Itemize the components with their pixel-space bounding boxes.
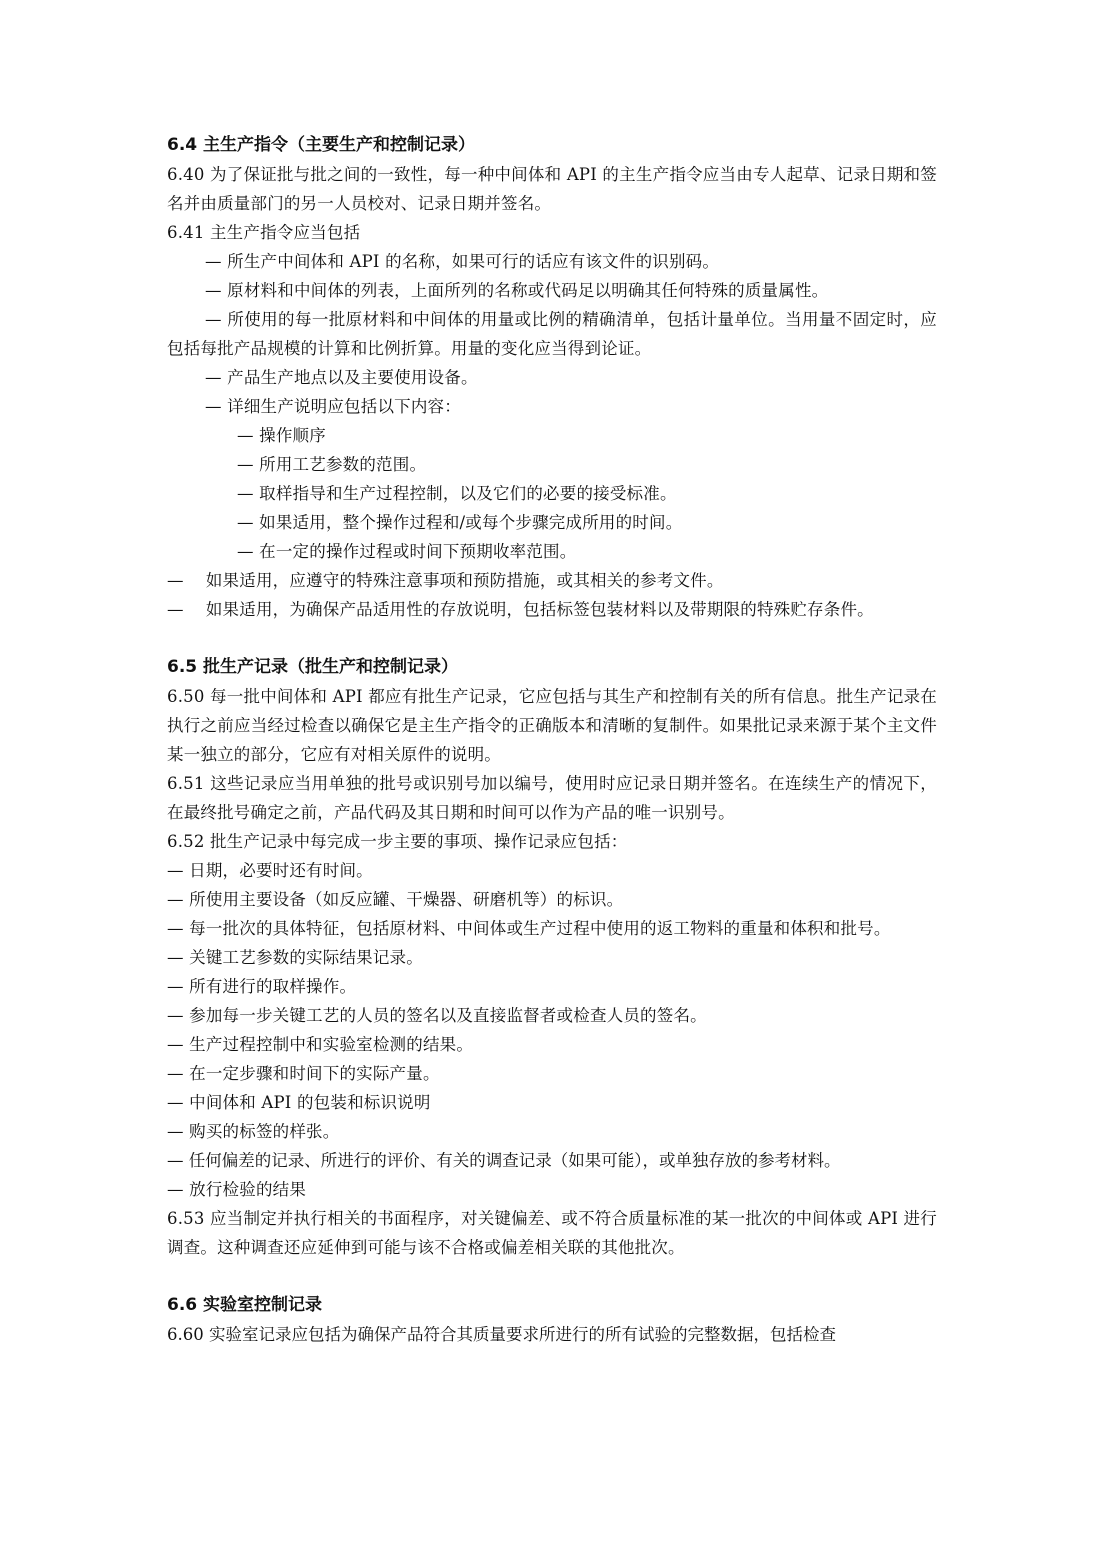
- paragraph-6-52: 6.52 批生产记录中每完成一步主要的事项、操作记录应包括：: [167, 832, 628, 851]
- list-item: — 详细生产说明应包括以下内容：: [205, 397, 461, 416]
- sub-list-item: — 所用工艺参数的范围。: [237, 455, 427, 474]
- sub-list-item: — 取样指导和生产过程控制，以及它们的必要的接受标准。: [237, 484, 677, 503]
- list-item: — 购买的标签的样张。: [167, 1122, 340, 1141]
- list-item: — 如果适用，为确保产品适用性的存放说明，包括标签包装材料以及带期限的特殊贮存条件。: [167, 600, 874, 619]
- sub-list-item: — 在一定的操作过程或时间下预期收率范围。: [237, 542, 577, 561]
- section-heading-6-4: 6.4 主生产指令（主要生产和控制记录）: [167, 135, 476, 155]
- list-item: — 所有进行的取样操作。: [167, 977, 357, 996]
- list-item: — 生产过程控制中和实验室检测的结果。: [167, 1035, 474, 1054]
- list-item: — 所使用主要设备（如反应罐、干燥器、研磨机等）的标识。: [167, 890, 624, 909]
- list-item: — 任何偏差的记录、所进行的评价、有关的调查记录（如果可能），或单独存放的参考材料。: [167, 1151, 841, 1170]
- document-page: [167, 131, 937, 1349]
- section-spacer: [167, 1262, 937, 1291]
- list-item: — 每一批次的具体特征，包括原材料、中间体或生产过程中使用的返工物料的重量和体积和批号。: [167, 919, 891, 938]
- list-item: — 所生产中间体和 API 的名称，如果可行的话应有该文件的识别码。: [205, 252, 720, 271]
- list-item: — 关键工艺参数的实际结果记录。: [167, 948, 423, 967]
- list-item: — 放行检验的结果: [167, 1180, 307, 1199]
- sub-list-item: — 如果适用，整个操作过程和/或每个步骤完成所用的时间。: [237, 513, 683, 532]
- paragraph-6-50: 6.50 每一批中间体和 API 都应有批生产记录，它应包括与其生产和控制有关的所有信息。批生产记录在执行之前应当经过检查以确保它是主生产指令的正确版本和清晰的复制件。如果批记录来源于某个主文件某一独立的部分，它应有对相关原件的说明。: [167, 687, 937, 764]
- list-item: — 产品生产地点以及主要使用设备。: [205, 368, 478, 387]
- section-spacer: [167, 624, 937, 653]
- list-item: — 日期，必要时还有时间。: [167, 861, 373, 880]
- list-item: — 所使用的每一批原材料和中间体的用量或比例的精确清单，包括计量单位。当用量不固定时，应包括每批产品规模的计算和比例折算。用量的变化应当得到论证。: [167, 310, 937, 358]
- paragraph-6-51: 6.51 这些记录应当用单独的批号或识别号加以编号，使用时应记录日期并签名。在连续生产的情况下，在最终批号确定之前，产品代码及其日期和时间可以作为产品的唯一识别号。: [167, 774, 937, 822]
- list-item: — 中间体和 API 的包装和标识说明: [167, 1093, 431, 1112]
- paragraph-6-60: 6.60 实验室记录应包括为确保产品符合其质量要求所进行的所有试验的完整数据，包括检查: [167, 1325, 836, 1344]
- paragraph-6-53: 6.53 应当制定并执行相关的书面程序，对关键偏差、或不符合质量标准的某一批次的中间体或 API 进行调查。这种调查还应延伸到可能与该不合格或偏差相关联的其他批次。: [167, 1209, 937, 1257]
- list-item: — 在一定步骤和时间下的实际产量。: [167, 1064, 440, 1083]
- list-item: — 如果适用，应遵守的特殊注意事项和预防措施，或其相关的参考文件。: [167, 571, 724, 590]
- paragraph-6-41: 6.41 主生产指令应当包括: [167, 223, 361, 242]
- section-heading-6-5: 6.5 批生产记录（批生产和控制记录）: [167, 657, 459, 677]
- list-item: — 原材料和中间体的列表，上面所列的名称或代码足以明确其任何特殊的质量属性。: [205, 281, 829, 300]
- sub-list-item: — 操作顺序: [237, 426, 326, 445]
- section-heading-6-6: 6.6 实验室控制记录: [167, 1295, 323, 1315]
- list-item: — 参加每一步关键工艺的人员的签名以及直接监督者或检查人员的签名。: [167, 1006, 707, 1025]
- paragraph-6-40: 6.40 为了保证批与批之间的一致性，每一种中间体和 API 的主生产指令应当由专人起草、记录日期和签名并由质量部门的另一人员校对、记录日期并签名。: [167, 165, 937, 213]
